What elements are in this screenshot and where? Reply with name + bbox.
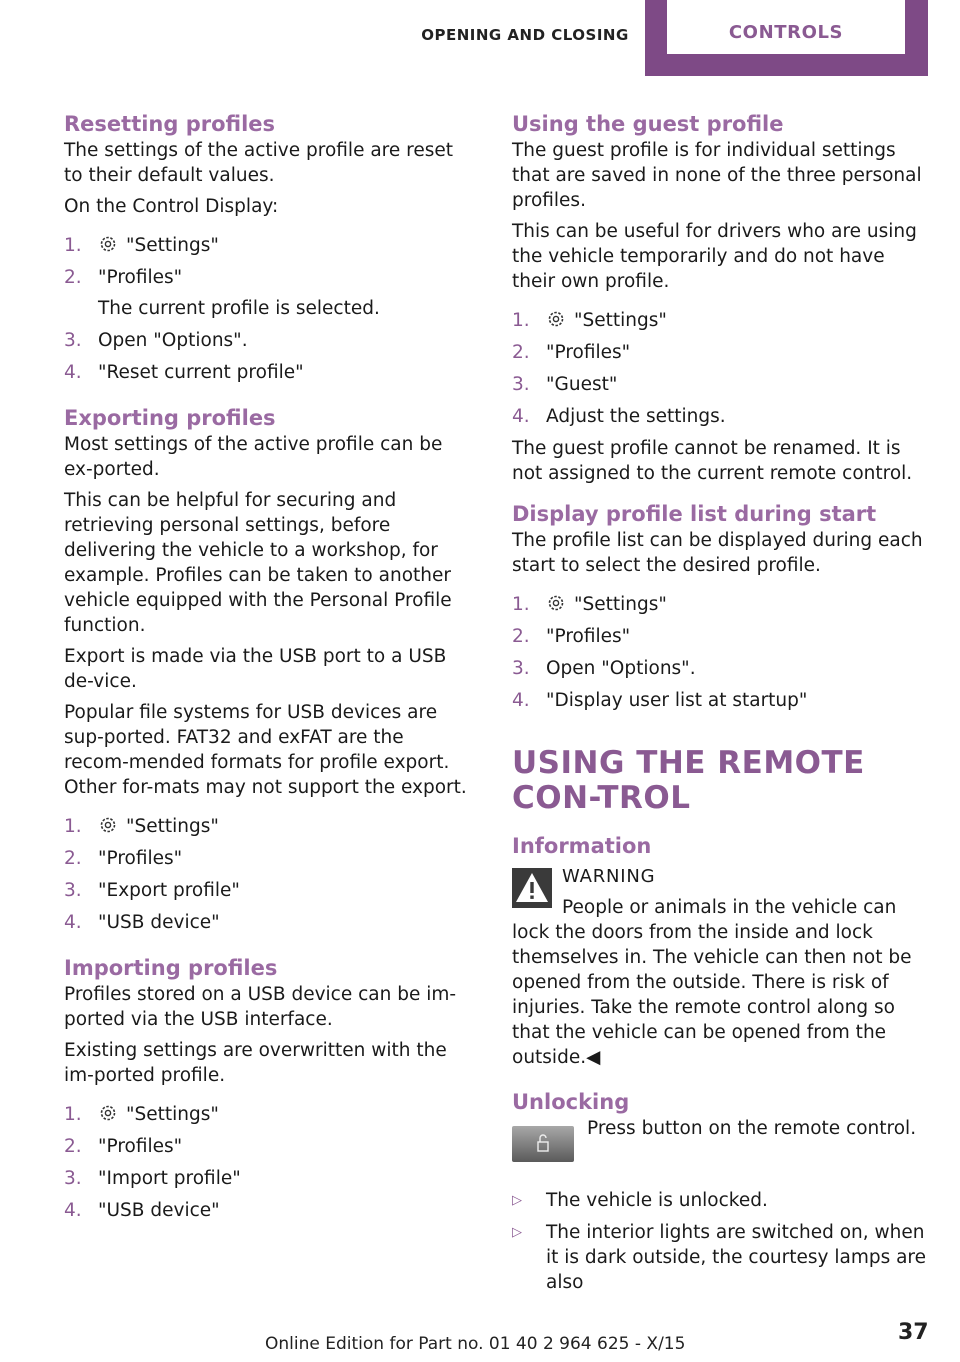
- step-text: "Guest": [546, 374, 618, 395]
- list-item: [512, 372, 932, 397]
- heading-resetting-profiles: Resetting profiles: [64, 112, 276, 136]
- heading-guest-profile: Using the guest profile: [512, 112, 784, 136]
- step-number: 2.: [512, 626, 530, 647]
- step-number: 3.: [64, 1168, 82, 1189]
- step-number: 1.: [64, 816, 82, 837]
- list-item: [64, 328, 474, 353]
- steps-list: [64, 233, 474, 290]
- step-text: "USB device": [98, 912, 220, 933]
- paragraph: The settings of the active profile are reset to their default values.: [64, 140, 453, 186]
- list-item: [64, 233, 474, 258]
- step-text: "Settings": [574, 594, 667, 615]
- step-number: 3.: [64, 880, 82, 901]
- step-text: "Settings": [574, 310, 667, 331]
- step-number: 1.: [512, 594, 530, 615]
- paragraph: Profiles stored on a USB device can be im-ported via the USB interface.: [64, 984, 457, 1030]
- step-number: 2.: [512, 342, 530, 363]
- list-item: [512, 1188, 932, 1213]
- paragraph: Popular file systems for USB devices are sup-ported. FAT32 and exFAT are the recom-mended formats for profile export. Other for-mats may not support the export.: [64, 702, 467, 798]
- gear-icon: [98, 234, 118, 254]
- step-text: "Profiles": [98, 848, 183, 869]
- paragraph: The profile list can be displayed during each start to select the desired profile.: [512, 530, 923, 576]
- steps-list: [512, 308, 932, 429]
- list-item: [64, 910, 474, 935]
- step-number: 1.: [64, 1104, 82, 1125]
- list-item: [64, 878, 474, 903]
- paragraph: This can be useful for drivers who are using the vehicle temporarily and do not have their own profile.: [512, 221, 917, 292]
- warning-text: People or animals in the vehicle can lock the doors from the inside and lock themselves in. The vehicle can then not be opened from the outside. There is risk of injuries. Take the remote control along so that the vehicle can be opened from the outside.◀: [512, 897, 912, 1068]
- paragraph: Export is made via the USB port to a USB de-vice.: [64, 646, 447, 692]
- list-item: [512, 308, 932, 333]
- right-column: [512, 110, 932, 1302]
- list-item: [512, 1220, 932, 1295]
- step-number: 2.: [64, 267, 82, 288]
- heading-display-profile-list: Display profile list during start: [512, 502, 877, 526]
- step-text: "Profiles": [98, 1136, 183, 1157]
- step-number: 3.: [512, 658, 530, 679]
- list-item: [512, 340, 932, 365]
- footer-edition: Online Edition for Part no. 01 40 2 964 625 - X/15: [265, 1334, 686, 1354]
- gear-icon: [98, 815, 118, 835]
- paragraph: The guest profile is for individual settings that are saved in none of the three personal profiles.: [512, 140, 922, 211]
- list-item: [64, 1102, 474, 1127]
- step-number: 4.: [512, 406, 530, 427]
- unlock-instruction: Press button on the remote control.: [587, 1118, 917, 1139]
- step-text: "Reset current profile": [98, 362, 304, 383]
- paragraph: Most settings of the active profile can be ex-ported.: [64, 434, 443, 480]
- paragraph: The guest profile cannot be renamed. It is not assigned to the current remote control.: [512, 438, 913, 484]
- chapter-tab: [645, 0, 928, 76]
- paragraph: This can be helpful for securing and retrieving personal settings, before delivering the vehicle to a workshop, for example. Profiles can be taken to another vehicle equipped with the Personal Profile function.: [64, 490, 452, 636]
- step-text: "Display user list at startup": [546, 690, 808, 711]
- remote-unlock-button-image: [512, 1126, 574, 1162]
- step-note: The current profile is selected.: [98, 298, 380, 319]
- step-number: 3.: [64, 330, 82, 351]
- warning-triangle-icon: [512, 868, 552, 908]
- gear-icon: [98, 1103, 118, 1123]
- step-text: "Settings": [126, 1104, 219, 1125]
- list-item: [512, 592, 932, 617]
- step-text: Open "Options".: [546, 658, 696, 679]
- list-item: [64, 1198, 474, 1223]
- step-text: "Export profile": [98, 880, 240, 901]
- heading-exporting-profiles: Exporting profiles: [64, 406, 276, 430]
- steps-list: [64, 814, 474, 935]
- gear-icon: [546, 309, 566, 329]
- step-text: "USB device": [98, 1200, 220, 1221]
- step-text: "Import profile": [98, 1168, 241, 1189]
- heading-unlocking: Unlocking: [512, 1090, 630, 1114]
- step-number: 4.: [64, 912, 82, 933]
- step-number: 1.: [512, 310, 530, 331]
- list-item: [512, 656, 932, 681]
- triangle-bullet-icon: ▷: [512, 1193, 522, 1208]
- step-text: Adjust the settings.: [546, 406, 726, 427]
- heading-importing-profiles: Importing profiles: [64, 956, 278, 980]
- left-column: [64, 110, 474, 1230]
- paragraph: On the Control Display:: [64, 196, 279, 217]
- heading-information: Information: [512, 834, 652, 858]
- gear-icon: [546, 593, 566, 613]
- list-item: [512, 404, 932, 429]
- page-number: 37: [898, 1320, 929, 1345]
- list-item: [64, 265, 474, 290]
- unlock-button-figure: [512, 1116, 932, 1176]
- triangle-bullet-icon: ▷: [512, 1225, 522, 1240]
- step-text: Open "Options".: [98, 330, 248, 351]
- step-number: 4.: [512, 690, 530, 711]
- step-text: "Profiles": [546, 342, 631, 363]
- bullet-text: The interior lights are switched on, when it is dark outside, the courtesy lamps are also: [546, 1222, 927, 1293]
- step-number: 1.: [64, 235, 82, 256]
- list-item: [64, 814, 474, 839]
- bullet-text: The vehicle is unlocked.: [546, 1190, 768, 1211]
- step-text: "Profiles": [98, 267, 183, 288]
- list-item: [64, 846, 474, 871]
- list-item: [64, 1134, 474, 1159]
- step-text: "Settings": [126, 235, 219, 256]
- step-number: 4.: [64, 362, 82, 383]
- warning-box: [512, 864, 932, 889]
- step-text: "Profiles": [546, 626, 631, 647]
- list-item: [64, 1166, 474, 1191]
- steps-list-cont: [64, 328, 474, 385]
- chapter-tab-label: CONTROLS: [667, 0, 905, 54]
- unlock-icon: [512, 1126, 574, 1162]
- heading-using-remote-control: USING THE REMOTE CON-TROL: [512, 745, 865, 816]
- warning-label: WARNING: [562, 866, 656, 887]
- paragraph: Existing settings are overwritten with the im-ported profile.: [64, 1040, 447, 1086]
- step-number: 2.: [64, 848, 82, 869]
- steps-list: [64, 1102, 474, 1223]
- list-item: [512, 624, 932, 649]
- step-text: "Settings": [126, 816, 219, 837]
- running-header-section: OPENING AND CLOSING: [421, 26, 629, 44]
- bullet-list: [512, 1188, 932, 1295]
- step-number: 4.: [64, 1200, 82, 1221]
- list-item: [64, 360, 474, 385]
- step-number: 2.: [64, 1136, 82, 1157]
- step-number: 3.: [512, 374, 530, 395]
- list-item: [512, 688, 932, 713]
- steps-list: [512, 592, 932, 713]
